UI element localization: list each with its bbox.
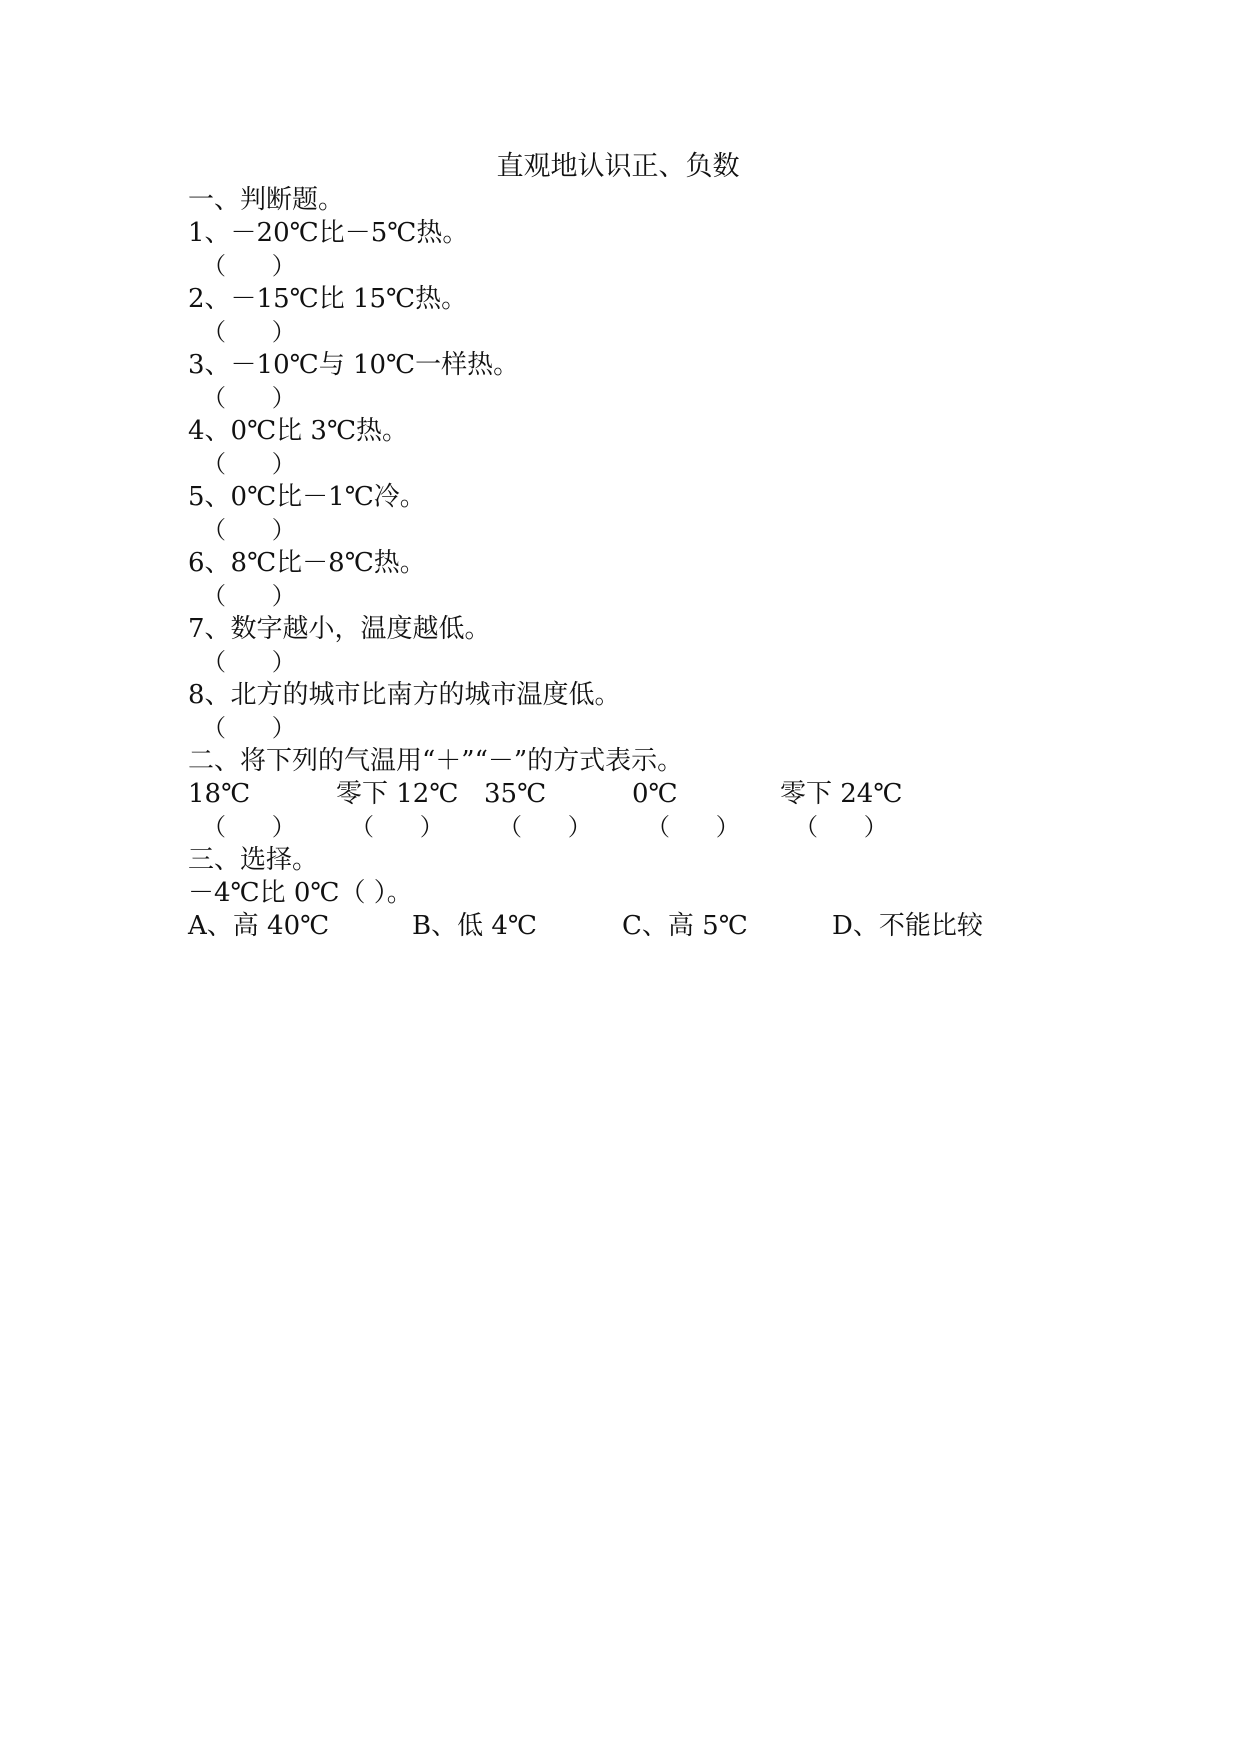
answer-blank-8: （ ）	[202, 714, 296, 742]
temperature-4: 0℃	[632, 779, 678, 809]
page-title: 直观地认识正、负数	[496, 151, 740, 182]
temperature-row	[188, 778, 1048, 811]
answer-blank-4: （ ）	[202, 450, 296, 478]
answer-blank-5: （ ）	[202, 516, 296, 544]
answer-blank-2: （ ）	[202, 318, 296, 346]
question-7: 7、数字越小，温度越低。	[188, 614, 491, 644]
temperature-2: 零下 12℃	[336, 779, 459, 809]
answer-blank-3: （ ）	[202, 384, 296, 412]
question-3: 3、－10℃与 10℃一样热。	[188, 350, 520, 380]
worksheet	[188, 150, 1048, 943]
section1-heading: 一、判断题。	[188, 185, 345, 215]
question-8: 8、北方的城市比南方的城市温度低。	[188, 680, 621, 710]
temperature-answer-4: （ ）	[646, 813, 740, 841]
question-5: 5、0℃比－1℃冷。	[188, 482, 426, 512]
temperature-5: 零下 24℃	[780, 779, 903, 809]
temperature-answer-1: （ ）	[202, 813, 296, 841]
question-1: 1、－20℃比－5℃热。	[188, 218, 469, 248]
choice-options	[188, 910, 1048, 943]
temperature-answer-row	[188, 811, 1048, 844]
temperature-answer-2: （ ）	[350, 813, 444, 841]
question-4: 4、0℃比 3℃热。	[188, 416, 409, 446]
answer-blank-7: （ ）	[202, 648, 296, 676]
temperature-answer-3: （ ）	[498, 813, 592, 841]
temperature-3: 35℃	[484, 779, 547, 809]
temperature-answer-5: （ ）	[794, 813, 888, 841]
option-d: D、不能比较	[832, 911, 983, 941]
temperature-1: 18℃	[188, 779, 251, 809]
option-b: B、低 4℃	[412, 911, 537, 941]
answer-blank-6: （ ）	[202, 582, 296, 610]
section3-heading: 三、选择。	[188, 845, 319, 875]
answer-blank-1: （ ）	[202, 252, 296, 280]
question-2: 2、－15℃比 15℃热。	[188, 284, 468, 314]
section2-heading: 二、将下列的气温用“＋”“－”的方式表示。	[188, 746, 684, 776]
question-6: 6、8℃比－8℃热。	[188, 548, 426, 578]
choice-question: －4℃比 0℃（ ）。	[188, 878, 413, 908]
option-c: C、高 5℃	[622, 911, 748, 941]
option-a: A、高 40℃	[188, 911, 330, 941]
